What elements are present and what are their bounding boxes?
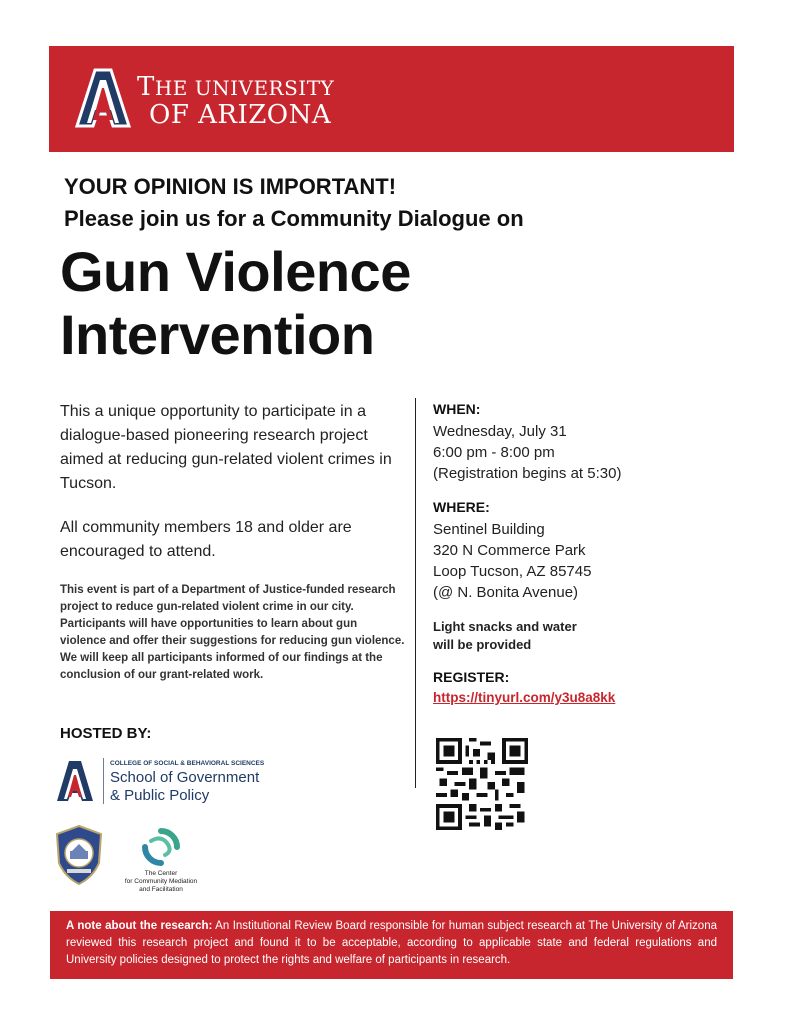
- university-name-line1: THE UNIVERSITY: [137, 72, 335, 102]
- research-note-text: An Institutional Review Board responsible for human subject research at The University of Arizona reviewed this research project and found it to be acceptable, according to applicable state and federal regulations and University policies designed to protect the rights and welfare of participants in research.: [66, 920, 717, 966]
- center-caption-line3: and Facilitation: [139, 886, 183, 893]
- school-name-line1: School of Government: [110, 769, 260, 786]
- university-name-line2: OF ARIZONA: [149, 100, 332, 130]
- intro-paragraph: This a unique opportunity to participate in a dialogue-based pioneering research project aimed at reducing gun-related violent crimes in Tucson.: [60, 403, 392, 492]
- details-paragraph: This event is part of a Department of Justice-funded research project to reduce gun-related violent crime in our city. Participants will have opportunities to learn about gun violence and offer their suggestions for reducing gun violence. We will keep all participants informed of our findings at the conclusion of our grant-related work.: [60, 584, 405, 681]
- event-title-line1: Gun Violence: [60, 240, 411, 303]
- headline-opinion: YOUR OPINION IS IMPORTANT!: [64, 174, 397, 199]
- event-date: Wednesday, July 31: [433, 423, 567, 440]
- university-logo-small-icon: [56, 760, 94, 802]
- snacks-note-line2: will be provided: [433, 637, 532, 652]
- venue-name: Sentinel Building: [433, 521, 545, 538]
- venue-cross-street: (@ N. Bonita Avenue): [433, 584, 579, 601]
- event-time: 6:00 pm - 8:00 pm: [433, 444, 555, 461]
- when-label: WHEN:: [433, 401, 481, 417]
- registration-note: (Registration begins at 5:30): [433, 465, 622, 482]
- where-label: WHERE:: [433, 499, 490, 515]
- register-link[interactable]: https://tinyurl.com/y3u8a8kk: [433, 690, 616, 705]
- research-note-lead: A note about the research:: [66, 920, 213, 932]
- university-logo-icon: [75, 68, 131, 128]
- headline-invitation: Please join us for a Community Dialogue on: [64, 206, 524, 231]
- center-caption-line1: The Center: [144, 870, 178, 877]
- hosted-by-label: HOSTED BY:: [60, 725, 152, 742]
- eligibility-paragraph: All community members 18 and older are encouraged to attend.: [60, 519, 352, 560]
- research-note: [66, 918, 717, 969]
- venue-address-line1: 320 N Commerce Park: [433, 542, 586, 559]
- college-name: COLLEGE OF SOCIAL & BEHAVIORAL SCIENCES: [110, 760, 265, 767]
- center-caption-line2: for Community Mediation: [124, 878, 198, 885]
- police-badge-icon: [55, 825, 103, 885]
- school-name-line2: & Public Policy: [110, 787, 210, 804]
- event-title-line2: Intervention: [60, 303, 375, 366]
- column-divider: [415, 398, 416, 788]
- mediation-center-logo-icon: [137, 827, 185, 867]
- venue-address-line2: Loop Tucson, AZ 85745: [433, 563, 592, 580]
- snacks-note-line1: Light snacks and water: [433, 619, 577, 634]
- qr-code-icon[interactable]: [436, 738, 528, 830]
- sbs-logo-divider: [103, 758, 104, 804]
- register-label: REGISTER:: [433, 669, 510, 685]
